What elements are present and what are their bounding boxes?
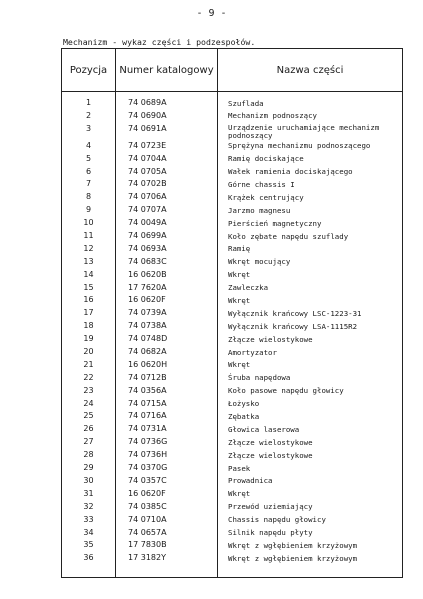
table-row	[62, 320, 402, 333]
cell-position: 23	[83, 385, 94, 395]
cell-position: 6	[85, 166, 92, 176]
cell-position: 31	[83, 488, 94, 498]
cell-position: 33	[83, 514, 94, 524]
cell-catalog-number: 17 7830B	[128, 540, 167, 550]
cell-part-name: Sprężyna mechanizmu podnoszącego	[228, 141, 371, 151]
header-divider	[62, 91, 402, 92]
cell-catalog-number: 74 0691A	[128, 123, 167, 133]
table-row	[62, 294, 402, 307]
cell-position: 28	[83, 450, 94, 460]
cell-position: 18	[83, 321, 94, 331]
cell-position: 34	[83, 527, 94, 537]
cell-position: 24	[83, 398, 94, 408]
cell-part-name: Koło pasowe napędu głowicy	[228, 386, 344, 396]
cell-position: 1	[85, 98, 92, 107]
cell-part-name: Zawleczka	[228, 283, 269, 293]
cell-catalog-number: 74 0689A	[128, 98, 167, 107]
table-row	[62, 178, 402, 191]
table-row	[62, 359, 402, 372]
cell-position: 7	[85, 179, 92, 189]
cell-position: 13	[83, 256, 94, 266]
cell-part-name: Silnik napędu płyty	[228, 528, 313, 537]
cell-part-name: Prowadnica	[228, 476, 273, 486]
cell-part-name: Wkręt	[228, 360, 251, 370]
cell-position: 15	[83, 282, 94, 292]
table-row	[62, 462, 402, 475]
cell-catalog-number: 74 0712B	[128, 372, 167, 382]
cell-part-name: Wyłącznik krańcowy LSC-1223-31	[228, 308, 362, 318]
cell-catalog-number: 74 0049A	[128, 218, 167, 228]
cell-position: 17	[83, 308, 94, 318]
cell-catalog-number: 16 0620B	[128, 269, 167, 279]
table-row	[62, 230, 402, 243]
cell-catalog-number: 74 0748D	[128, 334, 168, 344]
table-row	[62, 346, 402, 359]
table-row	[62, 243, 402, 256]
table-row	[62, 217, 402, 230]
cell-position: 36	[83, 553, 94, 563]
cell-part-name: Ramię dociskające	[228, 154, 304, 164]
cell-part-name: Amortyzator	[228, 347, 277, 357]
cell-catalog-number: 74 0683C	[128, 256, 167, 266]
table-row	[62, 333, 402, 346]
cell-position: 22	[83, 372, 94, 382]
cell-position: 20	[83, 347, 94, 357]
table-row	[62, 488, 402, 501]
table-row	[62, 449, 402, 462]
header-catalog-number: Numer katalogowy	[119, 64, 214, 76]
cell-part-name: Wyłącznik krańcowy LSA-1115R2	[228, 321, 358, 331]
cell-catalog-number: 74 0707A	[128, 205, 167, 215]
cell-position: 14	[83, 269, 94, 279]
cell-position: 2	[85, 110, 92, 120]
cell-part-name: Wkręt z wgłębieniem krzyżowym	[228, 553, 358, 563]
cell-part-name: Urządzenie uruchamiające mechanizm podnoszący	[228, 122, 380, 141]
cell-part-name: Wkręt mocujący	[228, 257, 291, 267]
cell-part-name: Wałek ramienia dociskającego	[228, 167, 353, 177]
cell-part-name: Krążek centrujący	[228, 192, 304, 202]
cell-part-name: Ramię	[228, 244, 251, 254]
cell-position: 12	[83, 243, 94, 253]
cell-catalog-number: 74 0693A	[128, 243, 167, 253]
page-number: - 9 -	[196, 8, 227, 19]
cell-catalog-number: 74 0356A	[128, 385, 167, 395]
cell-catalog-number: 74 0738A	[128, 321, 167, 331]
cell-part-name: Pierścień magnetyczny	[228, 218, 322, 228]
cell-position: 19	[83, 334, 94, 344]
table-row	[62, 256, 402, 269]
cell-catalog-number: 74 0739A	[128, 308, 167, 318]
cell-part-name: Wkręt	[228, 489, 251, 499]
table-body	[62, 97, 402, 565]
cell-part-name: Koło zębate napędu szuflady	[228, 231, 349, 241]
table-row	[62, 552, 402, 565]
cell-catalog-number: 74 0731A	[128, 424, 167, 434]
cell-catalog-number: 74 0715A	[128, 398, 167, 408]
cell-catalog-number: 74 0682A	[128, 347, 167, 357]
cell-part-name: Przewód uziemiający	[228, 502, 313, 512]
table-row	[62, 539, 402, 552]
cell-position: 25	[83, 411, 94, 421]
cell-position: 3	[85, 123, 92, 133]
cell-part-name: Mechanizm podnoszący	[228, 111, 317, 121]
table-row	[62, 204, 402, 217]
table-row	[62, 307, 402, 320]
cell-catalog-number: 74 0716A	[128, 411, 167, 421]
cell-position: 32	[83, 501, 94, 511]
cell-part-name: Górne chassis I	[228, 179, 295, 189]
table-row	[62, 475, 402, 488]
cell-catalog-number: 74 0370G	[128, 463, 168, 473]
table-row	[62, 398, 402, 411]
table-row	[62, 153, 402, 166]
cell-position: 10	[83, 218, 94, 228]
cell-part-name: Jarzmo magnesu	[228, 205, 291, 215]
cell-position: 5	[85, 153, 92, 163]
table-row	[62, 140, 402, 153]
cell-catalog-number: 74 0385C	[128, 501, 167, 511]
cell-position: 30	[83, 475, 94, 485]
cell-position: 11	[83, 231, 94, 241]
cell-catalog-number: 16 0620F	[128, 488, 166, 498]
table-row	[62, 110, 402, 123]
cell-part-name: Złącze wielostykowe	[228, 437, 313, 447]
table-caption: Mechanizm - wykaz części i podzespołów.	[63, 37, 256, 47]
cell-position: 16	[83, 295, 94, 305]
cell-part-name: Wkręt z wgłębieniem krzyżowym	[228, 540, 358, 550]
header-part-name: Nazwa części	[276, 64, 344, 76]
cell-part-name: Głowica laserowa	[228, 424, 300, 434]
table-row	[62, 166, 402, 179]
table-row	[62, 385, 402, 398]
cell-catalog-number: 16 0620H	[128, 359, 168, 369]
table-row	[62, 269, 402, 282]
cell-position: 27	[83, 437, 94, 447]
cell-catalog-number: 74 0702B	[128, 179, 167, 189]
cell-catalog-number: 16 0620F	[128, 295, 166, 305]
cell-part-name: Wkręt	[228, 295, 251, 305]
cell-position: 8	[85, 192, 92, 202]
parts-table	[61, 48, 403, 578]
cell-catalog-number: 74 0706A	[128, 192, 167, 202]
cell-catalog-number: 74 0705A	[128, 166, 167, 176]
table-row	[62, 410, 402, 423]
cell-position: 21	[83, 359, 94, 369]
cell-catalog-number: 74 0710A	[128, 514, 167, 524]
cell-part-name: Śruba napędowa	[228, 373, 291, 383]
cell-catalog-number: 74 0699A	[128, 231, 167, 241]
cell-position: 35	[83, 540, 94, 550]
cell-catalog-number: 74 0657A	[128, 527, 167, 537]
cell-part-name: Chassis napędu głowicy	[228, 515, 326, 525]
cell-catalog-number: 74 0357C	[128, 475, 167, 485]
cell-part-name: Szuflada	[228, 98, 264, 108]
cell-catalog-number: 74 0723E	[128, 140, 167, 150]
cell-position: 9	[85, 205, 92, 215]
cell-part-name: Złącze wielostykowe	[228, 334, 313, 344]
cell-catalog-number: 17 3182Y	[128, 553, 166, 563]
table-row	[62, 423, 402, 436]
cell-part-name: Złącze wielostykowe	[228, 450, 313, 460]
cell-part-name: Wkręt	[228, 270, 251, 280]
header-position: Pozycja	[69, 64, 108, 76]
cell-catalog-number: 74 0736H	[128, 450, 168, 460]
table-row	[62, 97, 402, 110]
cell-catalog-number: 74 0736G	[128, 437, 168, 447]
table-row	[62, 436, 402, 449]
table-row	[62, 123, 402, 140]
cell-catalog-number: 17 7620A	[128, 282, 167, 292]
cell-part-name: Pasek	[228, 463, 251, 473]
cell-part-name: Łożysko	[228, 399, 260, 409]
cell-position: 4	[85, 140, 92, 150]
table-row	[62, 514, 402, 527]
cell-part-name: Zębatka	[228, 411, 260, 421]
table-row	[62, 372, 402, 385]
table-row	[62, 282, 402, 295]
cell-position: 29	[83, 463, 94, 473]
cell-catalog-number: 74 0704A	[128, 153, 167, 163]
table-row	[62, 501, 402, 514]
table-row	[62, 191, 402, 204]
table-row	[62, 527, 402, 540]
cell-position: 26	[83, 424, 94, 434]
cell-catalog-number: 74 0690A	[128, 110, 167, 120]
